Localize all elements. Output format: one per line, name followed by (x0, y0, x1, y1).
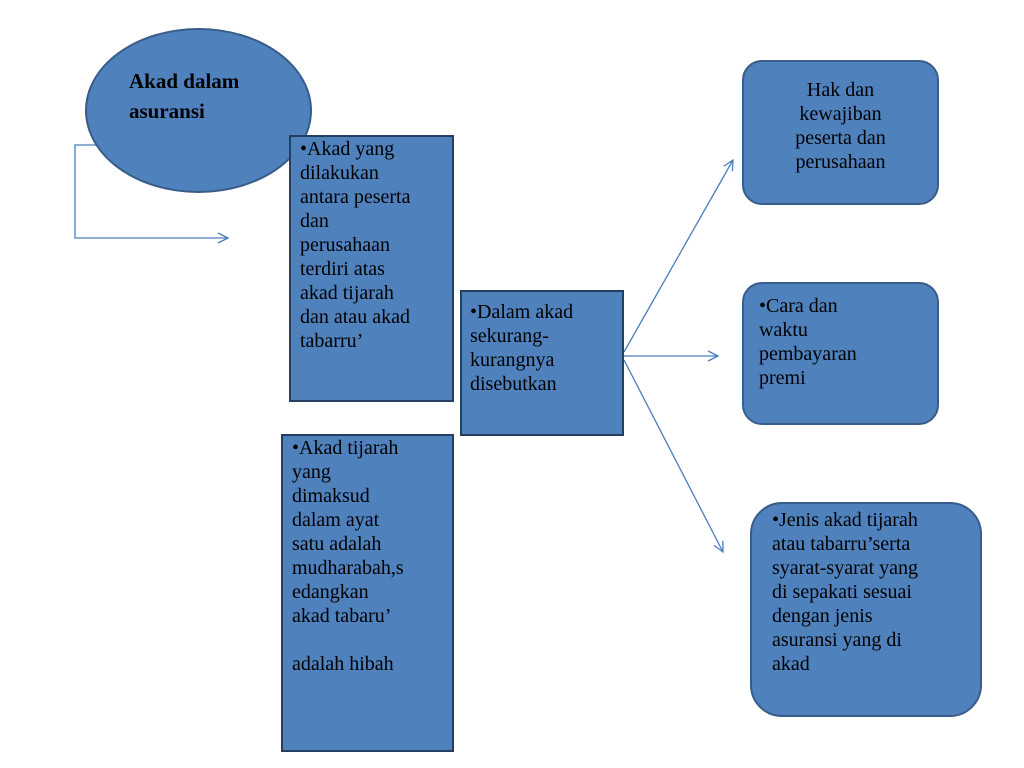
tijarah-node (281, 434, 454, 752)
root-ellipse-node (85, 28, 312, 193)
minimum-content-text: •Dalam akad sekurang- kurangnya disebutkan (470, 301, 574, 395)
arrow-to-rights (624, 160, 733, 352)
contract-type-node (750, 502, 982, 717)
rights-node (742, 60, 939, 205)
payment-node (742, 282, 939, 425)
definition-text: •Akad yang dilakukan antara peserta dan perusahaan terdiri atas akad tijarah dan atau akad tabarru’ (300, 138, 411, 352)
payment-text: •Cara dan waktu pembayaran premi (759, 295, 857, 389)
tijarah-text: •Akad tijarah yang dimaksud dalam ayat satu adalah mudharabah,s edangkan akad tabaru’ adalah hibah (292, 437, 404, 675)
contract-type-text: •Jenis akad tijarah atau tabarru’serta syarat-syarat yang di sepakati sesuai dengan jenis asuransi yang di akad (772, 509, 919, 675)
rights-text: Hak dan kewajiban peserta dan perusahaan (795, 79, 886, 173)
definition-node (289, 135, 454, 402)
arrow-to-type (624, 360, 723, 552)
root-label: Akad dalam asuransi (129, 69, 240, 124)
minimum-content-node (460, 290, 624, 436)
